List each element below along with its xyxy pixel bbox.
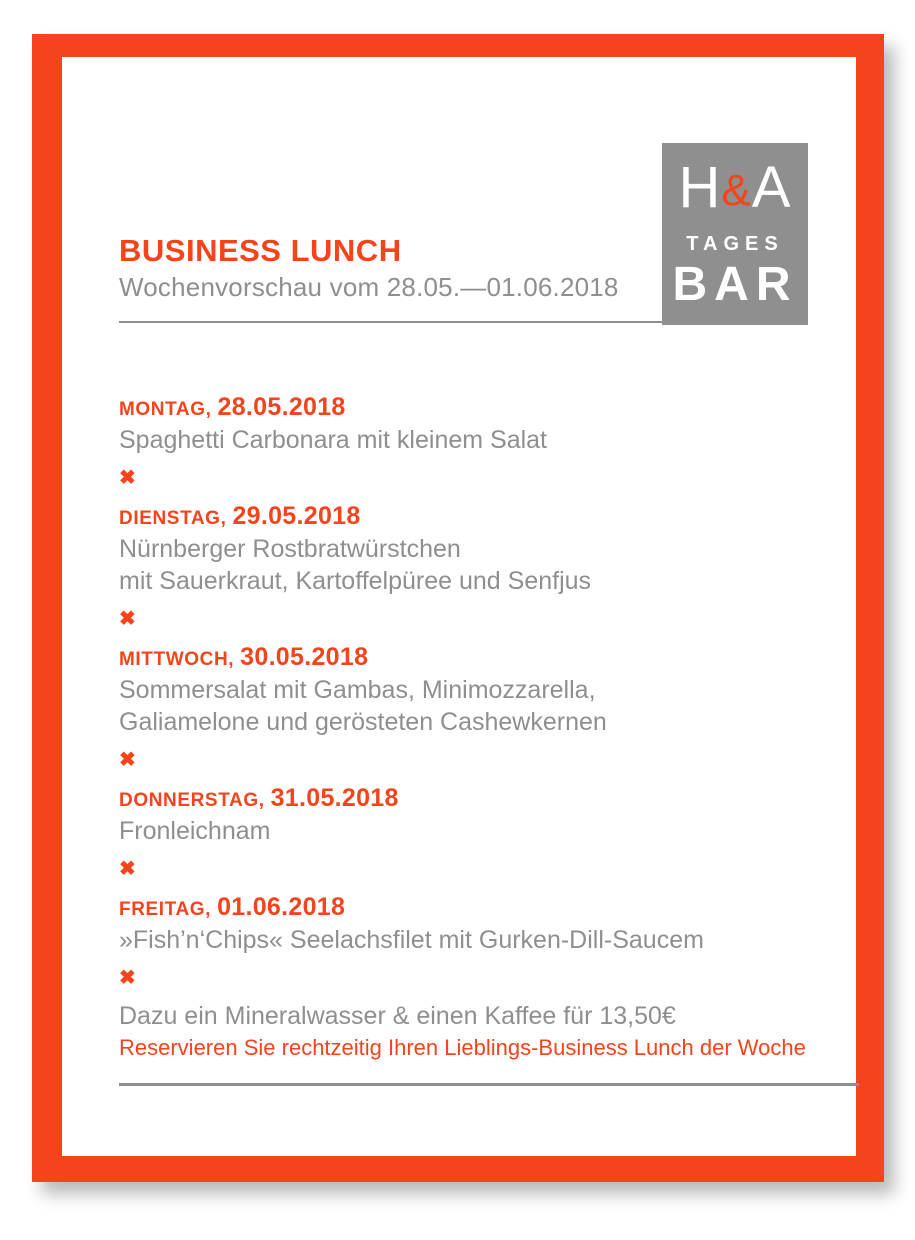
menu-day-montag <box>119 393 808 456</box>
menu-day-donnerstag <box>119 784 808 847</box>
logo-letter-a: A <box>751 155 792 220</box>
logo-line-one <box>662 155 808 220</box>
dish-line: »Fish’n‘Chips« Seelachsfilet mit Gurken-Dill-Saucem <box>119 926 704 954</box>
dish-line: Spaghetti Carbonara mit kleinem Salat <box>119 426 548 454</box>
logo-line-tages: TAGES <box>686 233 784 255</box>
day-name: MITTWOCH, <box>119 649 235 670</box>
menu-day-mittwoch <box>119 643 808 738</box>
day-heading <box>119 893 808 922</box>
day-date: 01.06.2018 <box>217 893 346 921</box>
logo-line-bar: BAR <box>672 258 798 311</box>
dish-line: Galiamelone und gerösteten Cashewkernen <box>119 708 607 736</box>
footer-note: Dazu ein Mineralwasser & einen Kaffee für 13,50€ <box>119 1002 676 1030</box>
separator-mark: ✖ <box>119 467 136 489</box>
menu-sheet <box>62 57 856 1156</box>
logo-letter-h: H <box>678 155 722 220</box>
day-name: DIENSTAG, <box>119 508 227 529</box>
dish-line: mit Sauerkraut, Kartoffelpüree und Senfjus <box>119 567 592 595</box>
day-date: 29.05.2018 <box>232 502 361 530</box>
footer-reservation-text: Reservieren Sie rechtzeitig Ihren Lieblings-Business Lunch der Woche <box>119 1035 806 1060</box>
day-heading <box>119 784 808 813</box>
day-heading <box>119 502 808 531</box>
day-name: FREITAG, <box>119 899 212 920</box>
day-date: 28.05.2018 <box>217 393 346 421</box>
day-heading <box>119 393 808 422</box>
day-heading <box>119 643 808 672</box>
weekly-menu <box>119 393 808 1086</box>
footer-divider <box>119 1083 859 1086</box>
dish-line: Sommersalat mit Gambas, Minimozzarella, <box>119 676 596 704</box>
menu-day-freitag <box>119 893 808 956</box>
separator-mark: ✖ <box>119 967 136 989</box>
sheet-content <box>119 113 808 1126</box>
dish-line: Nürnberger Rostbratwürstchen <box>119 535 461 563</box>
separator-mark: ✖ <box>119 858 136 880</box>
separator-mark: ✖ <box>119 608 136 630</box>
day-date: 31.05.2018 <box>270 784 399 812</box>
day-name: DONNERSTAG, <box>119 790 265 811</box>
document-header <box>119 233 709 323</box>
day-date: 30.05.2018 <box>240 643 369 671</box>
document-footer <box>119 1002 808 1086</box>
dish-line: Fronleichnam <box>119 817 271 845</box>
menu-day-dienstag <box>119 502 808 597</box>
day-name: MONTAG, <box>119 399 212 420</box>
flyer-frame <box>32 34 884 1182</box>
separator-mark: ✖ <box>119 749 136 771</box>
logo-ampersand: & <box>721 166 752 215</box>
header-divider <box>119 321 704 323</box>
page-title: BUSINESS LUNCH <box>119 233 402 268</box>
page-subtitle: Wochenvorschau vom 28.05.—01.06.2018 <box>119 272 619 302</box>
